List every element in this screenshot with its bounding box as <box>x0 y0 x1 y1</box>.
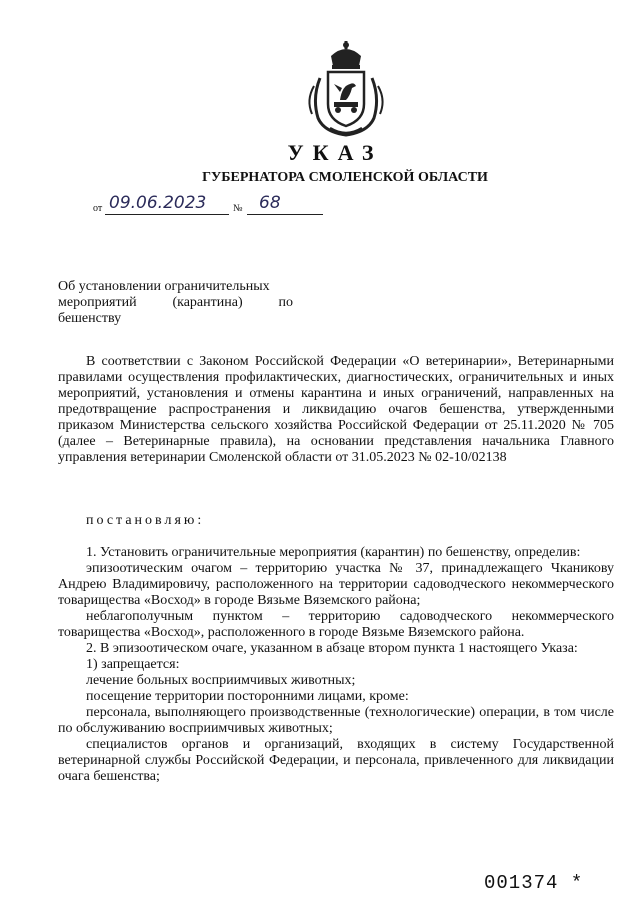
document-subtitle: ГУБЕРНАТОРА СМОЛЕНСКОЙ ОБЛАСТИ <box>202 170 488 185</box>
body-paragraph: неблагополучным пунктом – территорию садоводческого некоммерческого товарищества «Восход», расположенного в городе Вязьме Вяземского района. <box>58 609 614 640</box>
number-prefix: № <box>233 203 243 214</box>
decree-body <box>58 545 614 785</box>
body-paragraph: персонала, выполняющего производственные (технологические) операции, в том числе по обслуживанию восприимчивых животных; <box>58 705 614 736</box>
heading-word: (карантина) <box>172 295 243 310</box>
document-heading <box>58 279 293 327</box>
document-title: УКАЗ <box>287 140 383 165</box>
body-paragraph: лечение больных восприимчивых животных; <box>86 673 356 688</box>
preamble-paragraph: В соответствии с Законом Российской Федерации «О ветеринарии», Ветеринарными правилами осуществления профилактических, диагностических, ограничительных и иных мероприятий, установления и отмены карантина и иных ограничений, направленных на предотвращение распространения и ликвидацию очагов бешенства, утвержденными приказом Министерства сельского хозяйства Российской Федерации от 25.11.2020 № 705 (далее – Ветеринарные правила), на основании представления начальника Главного управления ветеринарии Смоленской области от 31.05.2023 № 02-10/02138 <box>58 354 614 465</box>
heading-line: бешенству <box>58 311 122 326</box>
handwritten-number: 68 <box>259 193 281 213</box>
body-paragraph: 1. Установить ограничительные мероприятия (карантин) по бешенству, определив: <box>86 545 581 560</box>
handwritten-date: 09.06.2023 <box>109 193 207 213</box>
heading-word: по <box>278 295 293 310</box>
date-number-line <box>93 193 333 219</box>
heading-line-justified <box>58 295 293 311</box>
smolensk-coat-of-arms-emblem <box>300 40 392 138</box>
decree-word: постановляю: <box>86 513 205 528</box>
body-paragraph: посещение территории посторонними лицами, кроме: <box>86 689 409 704</box>
date-underline <box>105 214 229 215</box>
body-paragraph: эпизоотическим очагом – территорию участка № 37, принадлежащего Чканикову Андрею Владимировичу, расположенного на территории садоводческого некоммерческого товарищества «Восход» в городе Вязьме Вяземского района; <box>58 561 614 608</box>
serial-number: 001374 * <box>484 872 584 894</box>
number-underline <box>247 214 323 215</box>
heading-line: Об установлении ограничительных <box>58 279 270 294</box>
body-paragraph: 2. В эпизоотическом очаге, указанном в абзаце втором пункта 1 настоящего Указа: <box>86 641 578 656</box>
preamble-block <box>58 354 614 466</box>
body-paragraph: специалистов органов и организаций, входящих в систему Государственной ветеринарной службы Российской Федерации, и персонала, привлеченного для ликвидации очага бешенства; <box>58 737 614 784</box>
heading-word: мероприятий <box>58 295 137 310</box>
date-prefix: от <box>93 203 103 214</box>
body-paragraph: 1) запрещается: <box>86 657 180 672</box>
decree-word-block <box>58 513 614 529</box>
